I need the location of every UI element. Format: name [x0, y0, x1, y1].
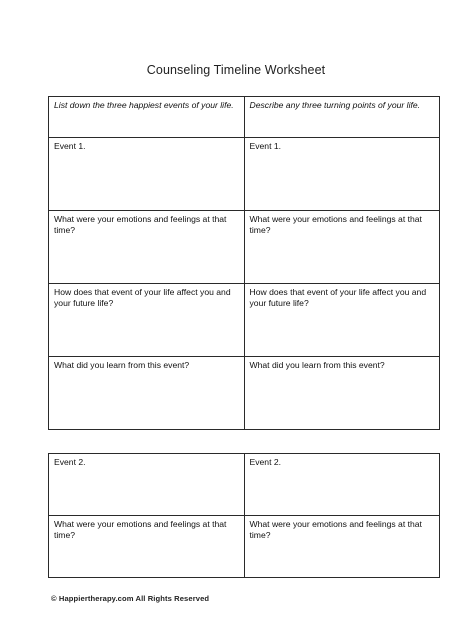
emotions-question-left: What were your emotions and feelings at that time?	[49, 516, 245, 578]
effect-question-right: How does that event of your life affect you and your future life?	[244, 284, 440, 357]
event-2-right-cell: Event 2.	[244, 454, 440, 516]
emotions-question-right: What were your emotions and feelings at that time?	[244, 211, 440, 284]
table-row	[49, 454, 440, 516]
table-row	[49, 211, 440, 284]
copyright-footer: © Happiertherapy.com All Rights Reserved	[51, 594, 210, 603]
happiest-events-prompt: List down the three happiest events of your life.	[49, 97, 245, 138]
emotions-question-left: What were your emotions and feelings at that time?	[49, 211, 245, 284]
worksheet-title: Counseling Timeline Worksheet	[146, 63, 326, 77]
turning-points-prompt: Describe any three turning points of your life.	[244, 97, 440, 138]
table-row	[49, 284, 440, 357]
event-2-left-cell: Event 2.	[49, 454, 245, 516]
event-1-right-cell: Event 1.	[244, 138, 440, 211]
table-header-row	[49, 97, 440, 138]
emotions-question-right: What were your emotions and feelings at that time?	[244, 516, 440, 578]
effect-question-left: How does that event of your life affect you and your future life?	[49, 284, 245, 357]
learn-question-right: What did you learn from this event?	[244, 357, 440, 430]
table-row	[49, 138, 440, 211]
worksheet-table-1	[48, 96, 440, 430]
worksheet-table-2	[48, 453, 440, 578]
event-1-left-cell: Event 1.	[49, 138, 245, 211]
table-row	[49, 516, 440, 578]
table-row	[49, 357, 440, 430]
learn-question-left: What did you learn from this event?	[49, 357, 245, 430]
